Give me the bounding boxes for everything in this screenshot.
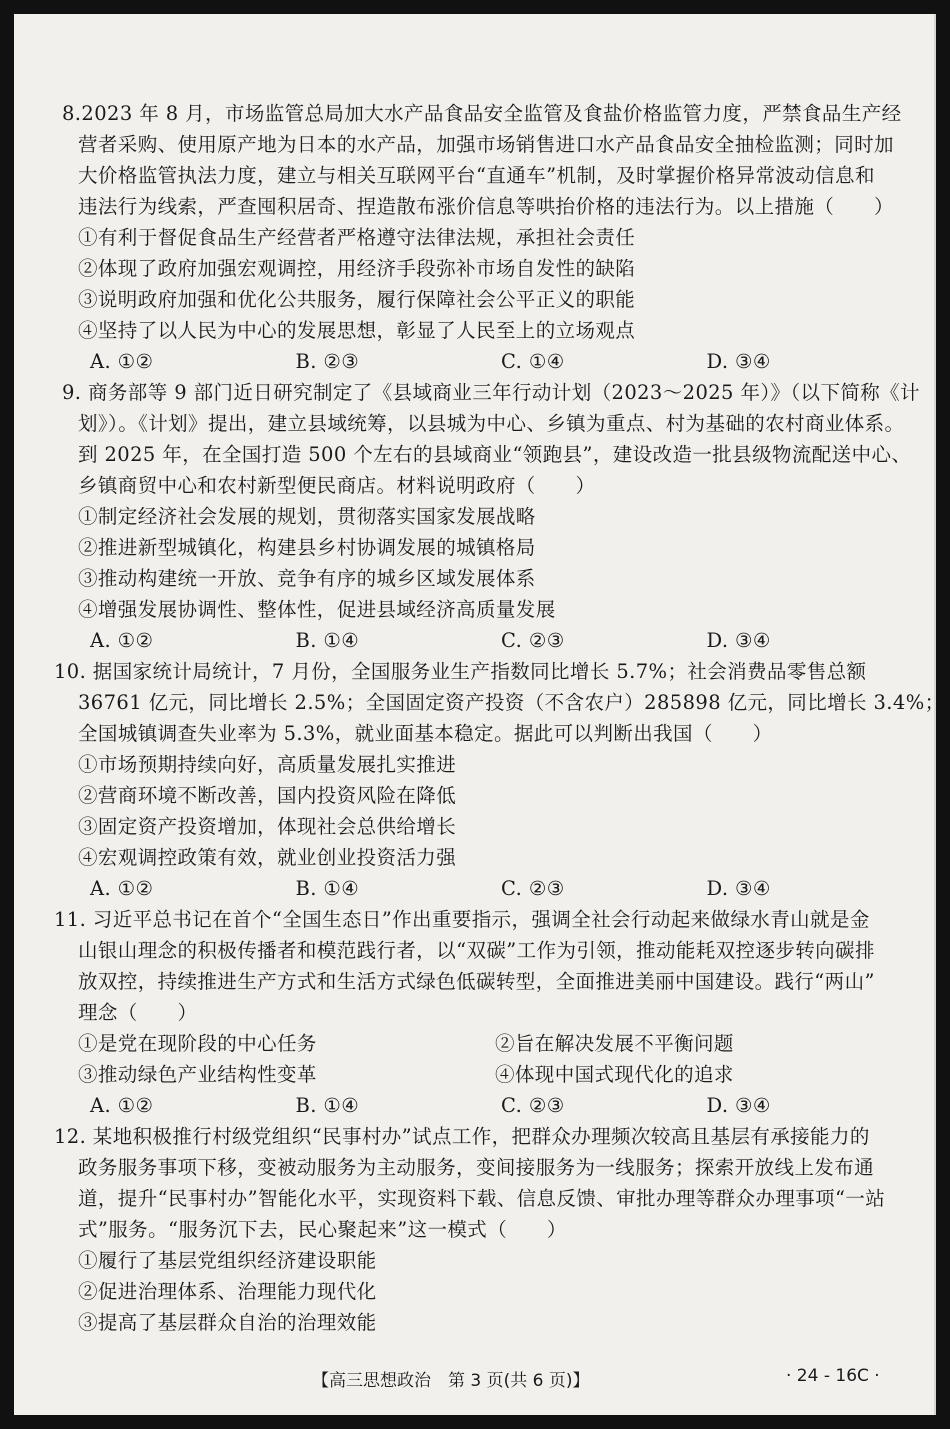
q9-option-2: ②推进新型城镇化，构建县乡村协调发展的城镇格局 (78, 536, 536, 559)
q9-option-4: ④增强发展协调性、整体性，促进县域经济高质量发展 (78, 598, 556, 621)
q8-stem-line-3: 大价格监管执法力度，建立与相关互联网平台“直通车”机制，及时掌握价格异常波动信息和 (78, 164, 875, 187)
q8-answer-c: C. ①④ (501, 350, 565, 373)
q12-stem-line-1: 12. 某地积极推行村级党组织“民事村办”试点工作，把群众办理频次较高且基层有承接能力的 (54, 1125, 870, 1148)
q12-option-3: ③提高了基层群众自治的治理效能 (78, 1311, 377, 1334)
q10-answer-b: B. ①④ (295, 877, 360, 900)
question-8 (62, 98, 912, 377)
q10-option-4: ④宏观调控政策有效，就业创业投资活力强 (78, 846, 457, 869)
q10-answer-a: A. ①② (90, 877, 154, 900)
q11-stem-line-4: 理念（ ） (78, 1001, 198, 1024)
q12-option-1: ①履行了基层党组织经济建设职能 (78, 1249, 377, 1272)
q11-answer-a: A. ①② (90, 1094, 154, 1117)
q11-answer-d: D. ③④ (706, 1094, 771, 1117)
q11-answer-choices (62, 1090, 912, 1121)
q11-stem-line-1: 11. 习近平总书记在首个“全国生态日”作出重要指示，强调全社会行动起来做绿水青山就是金 (54, 908, 870, 931)
q10-answer-d: D. ③④ (706, 877, 771, 900)
q9-answer-a: A. ①② (90, 629, 154, 652)
q8-option-1: ①有利于督促食品生产经营者严格遵守法律法规，承担社会责任 (78, 226, 636, 249)
q9-stem-line-2: 划》）。《计划》提出，建立县域统筹，以县城为中心、乡镇为重点、村为基础的农村商业体系。 (78, 412, 905, 435)
q10-answer-c: C. ②③ (501, 877, 565, 900)
q9-answer-d: D. ③④ (706, 629, 771, 652)
footer-exam-code: · 24 - 16C · (786, 1366, 880, 1386)
q8-answer-choices (62, 346, 912, 377)
q11-option-3: ③推动绿色产业结构性变革 (78, 1063, 317, 1086)
q10-option-3: ③固定资产投资增加，体现社会总供给增长 (78, 815, 457, 838)
q10-answer-choices (62, 873, 912, 904)
q9-stem-line-1: 9. 商务部等 9 部门近日研究制定了《县域商业三年行动计划（2023～2025 年）》（以下简称《计 (62, 381, 920, 404)
exam-page (14, 14, 945, 1415)
q12-stem-line-3: 道，提升“民事村办”智能化水平，实现资料下载、信息反馈、审批办理等群众办理事项“一站 (78, 1187, 886, 1210)
q9-answer-b: B. ①④ (295, 629, 360, 652)
q9-stem-line-3: 到 2025 年，在全国打造 500 个左右的县域商业“领跑县”，建设改造一批县级物流配送中心、 (78, 443, 912, 466)
q8-option-2: ②体现了政府加强宏观调控，用经济手段弥补市场自发性的缺陷 (78, 257, 636, 280)
q11-stem-line-2: 山银山理念的积极传播者和模范践行者，以“双碳”工作为引领，推动能耗双控逐步转向碳排 (78, 939, 875, 962)
question-12 (54, 1121, 912, 1338)
q8-option-4: ④坚持了以人民为中心的发展思想，彰显了人民至上的立场观点 (78, 319, 636, 342)
question-10 (54, 656, 945, 904)
q12-stem-line-4: 式”服务。“服务沉下去，民心聚起来”这一模式（ ） (78, 1218, 567, 1241)
q10-stem-line-2: 36761 亿元，同比增长 2.5%；全国固定资产投资（不含农户）285898 亿元，同比增长 3.4%； (78, 691, 945, 714)
q8-stem-line-4: 违法行为线索，严查囤积居奇、捏造散布涨价信息等哄抬价格的违法行为。以上措施（ ） (78, 195, 894, 218)
q10-stem-line-3: 全国城镇调查失业率为 5.3%，就业面基本稳定。据此可以判断出我国（ ） (78, 722, 773, 745)
q11-options-row-2 (62, 1059, 912, 1090)
q11-answer-c: C. ②③ (501, 1094, 565, 1117)
question-11 (54, 904, 912, 1121)
q12-stem-line-2: 政务服务事项下移，变被动服务为主动服务，变间接服务为一线服务；探索开放线上发布通 (78, 1156, 875, 1179)
q11-option-2: ②旨在解决发展不平衡问题 (495, 1032, 734, 1055)
q11-option-1: ①是党在现阶段的中心任务 (78, 1032, 317, 1055)
footer-page-info: 【高三思想政治 第 3 页(共 6 页)】 (312, 1371, 590, 1391)
q8-answer-d: D. ③④ (706, 350, 771, 373)
q8-answer-b: B. ②③ (295, 350, 360, 373)
q9-answer-choices (62, 625, 912, 656)
q10-stem-line-1: 10. 据国家统计局统计，7 月份，全国服务业生产指数同比增长 5.7%；社会消费品零售总额 (54, 660, 867, 683)
q9-option-1: ①制定经济社会发展的规划，贯彻落实国家发展战略 (78, 505, 536, 528)
q11-answer-b: B. ①④ (295, 1094, 360, 1117)
q12-option-2: ②促进治理体系、治理能力现代化 (78, 1280, 377, 1303)
q8-answer-a: A. ①② (90, 350, 154, 373)
q9-option-3: ③推动构建统一开放、竞争有序的城乡区域发展体系 (78, 567, 536, 590)
q11-option-4: ④体现中国式现代化的追求 (495, 1063, 734, 1086)
q9-stem-line-4: 乡镇商贸中心和农村新型便民商店。材料说明政府（ ） (78, 474, 596, 497)
q10-option-1: ①市场预期持续向好，高质量发展扎实推进 (78, 753, 457, 776)
q8-stem-line-2: 营者采购、使用原产地为日本的水产品，加强市场销售进口水产品食品安全抽检监测；同时加 (78, 133, 894, 156)
q11-stem-line-3: 放双控，持续推进生产方式和生活方式绿色低碳转型，全面推进美丽中国建设。践行“两山” (78, 970, 875, 993)
question-9 (62, 377, 920, 656)
q9-answer-c: C. ②③ (501, 629, 565, 652)
q10-option-2: ②营商环境不断改善，国内投资风险在降低 (78, 784, 457, 807)
q11-options-row-1 (62, 1028, 912, 1059)
q8-stem-line-1: 8.2023 年 8 月，市场监管总局加大水产品食品安全监管及食盐价格监管力度，严禁食品生产经 (62, 102, 902, 125)
q8-option-3: ③说明政府加强和优化公共服务，履行保障社会公平正义的职能 (78, 288, 636, 311)
